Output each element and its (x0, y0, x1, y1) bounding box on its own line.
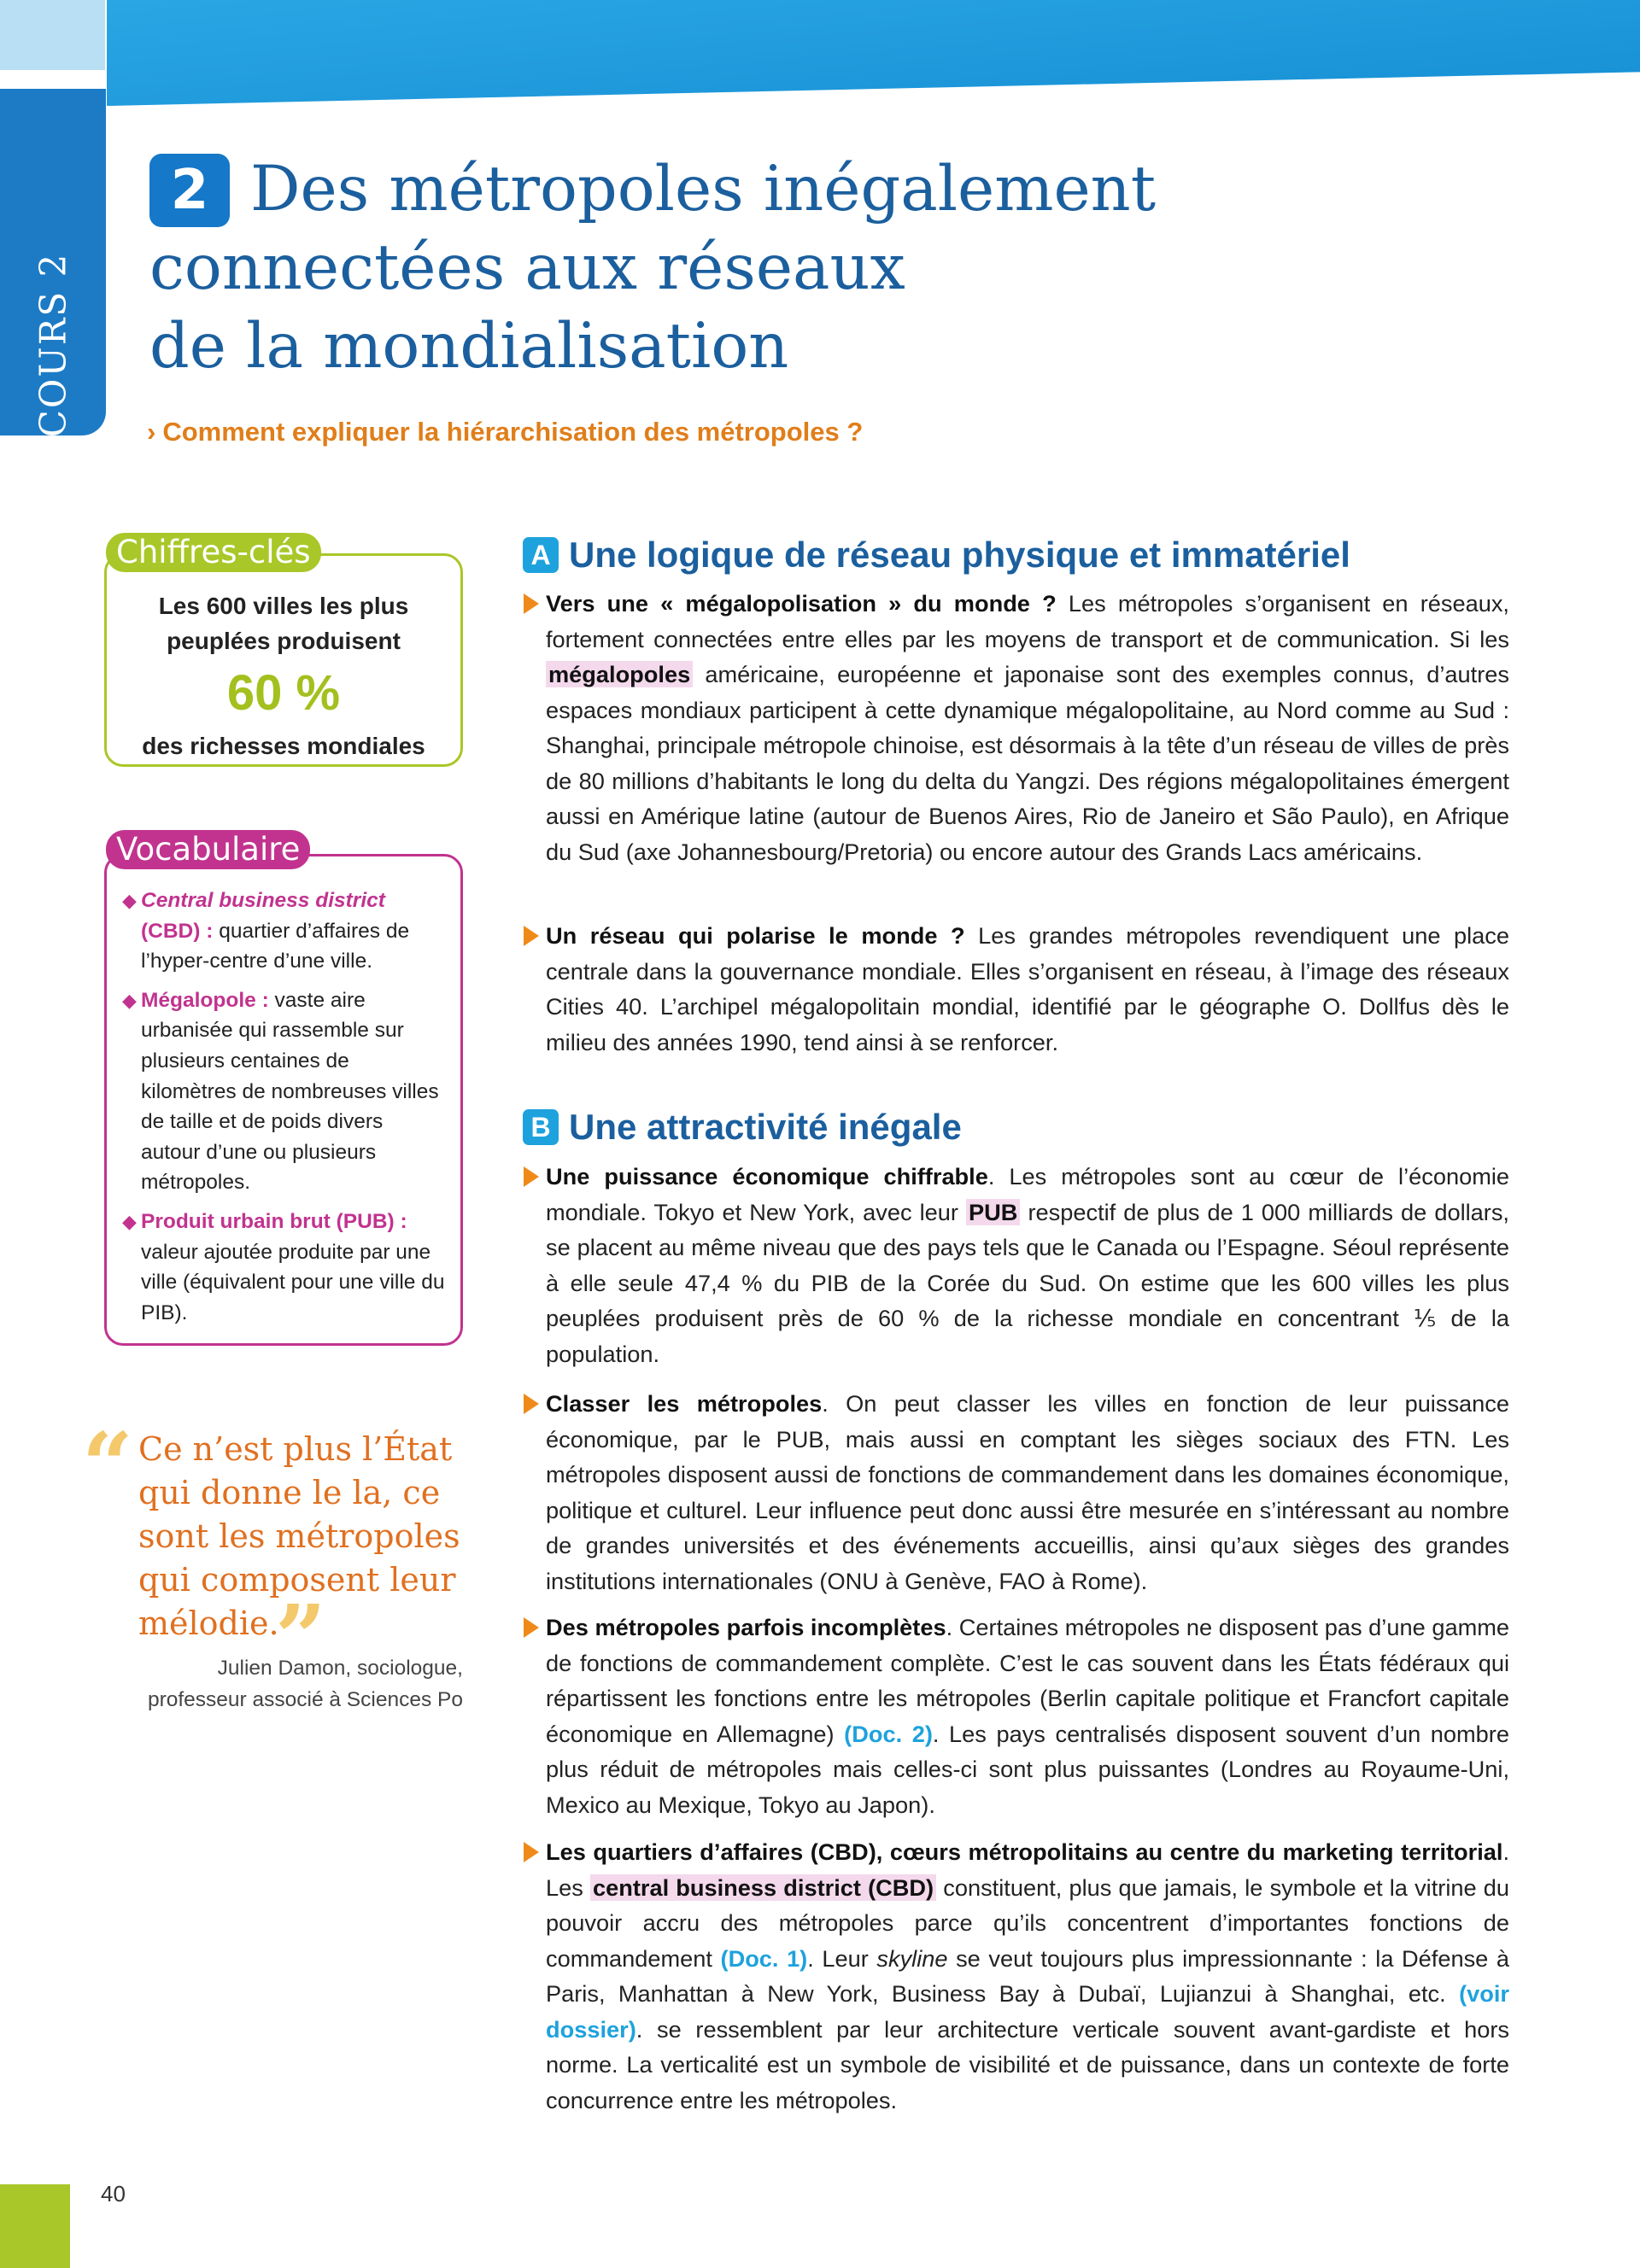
paragraph-text: . Les pays centralisés disposent souvent d’un nombre plus réduit de métropoles mais celles-ci sont plus puissantes (Londres au Royaume-Uni, Mexico au Mexique, Tokyo au Japon). (546, 1720, 1509, 1818)
paragraph-lead: Vers une « mégalopolisation » du monde ? (546, 590, 1057, 617)
arrow-bullet-icon (524, 926, 539, 946)
section-letter-badge: A (523, 537, 559, 573)
vocab-highlight: mégalopoles (546, 661, 693, 687)
paragraph-text: se veut toujours plus impressionnante : la Défense à Paris, Manhattan à New York, Business Bay à Dubaï, Lujianzui à Shanghai, etc. (546, 1944, 1510, 2007)
title-line-2: connectées aux réseaux (149, 231, 905, 304)
paragraph-text: américaine, européenne et japonaise sont des exemples connus, d’autres espaces mondiaux participent à cette dynamique mégalopolitaine, au Nord comme au Sud : Shanghai, principale métropole chinoise, est désormais à la tête d’un réseau de villes de près de 80 millions d’habitants le long du delta du Yangzi. Des régions mégalopolitaines émergent aussi en Amérique latine (autour de Buenos Aires, Rio de Janeiro et São Paulo), en Afrique du Sud (axe Johannesbourg/Pretoria) ou encore autour des Grands Lacs américains. (546, 661, 1509, 865)
paragraph (546, 1834, 1509, 2118)
quote-author-line-2: professeur associé à Sciences Po (147, 1688, 463, 1711)
paragraph (546, 586, 1509, 869)
close-quote-icon: ” (275, 1585, 326, 1690)
section-b-heading (523, 1107, 962, 1148)
arrow-bullet-icon (524, 1166, 539, 1187)
side-tab (0, 89, 106, 438)
quote-author-line-1: Julien Damon, sociologue, (217, 1657, 463, 1680)
key-figure-value: 60 % (226, 665, 341, 721)
paragraph-text: constituent, plus que jamais, le symbole et la vitrine du pouvoir accru des métropoles parce qu’ils concentrent d’importantes fonctions de commandement (546, 1873, 1509, 1972)
arrow-bullet-icon (524, 1842, 539, 1862)
paragraph (546, 1386, 1509, 1599)
vocabulary-box (104, 854, 463, 1346)
key-figures-box (104, 553, 463, 767)
paragraph-text: . Les (546, 1838, 1509, 1901)
title-line-1: Des métropoles inégalement (250, 153, 1157, 225)
guiding-question-text: Comment expliquer la hiérarchisation des métropoles ? (162, 417, 864, 447)
side-tab-label: COURS 2 (32, 252, 74, 438)
paragraph-lead: Une puissance économique chiffrable (546, 1163, 988, 1190)
doc-reference-link[interactable]: (Doc. 1) (720, 1944, 808, 1972)
dossier-reference-link[interactable]: (voir dossier) (546, 1980, 1509, 2043)
header-band (107, 0, 1640, 106)
key-figures-label: Chiffres-clés (106, 533, 321, 572)
paragraph-lead: Classer les métropoles (546, 1390, 823, 1417)
paragraph-text: . Leur (807, 1944, 877, 1972)
paragraph-text: . On peut classer les villes en fonction de leur puissance économique, par le PUB, mais aussi en comptant les sièges sociaux des FTN. Les métropoles disposent aussi de fonctions de commandement dans les domaines économique, politique et culturel. Leur influence peut donc aussi être mesurée en s’intéressant au nombre de grandes universités et des événements accueillis, ainsi qu’aux sièges des grandes institutions internationales (ONU à Genève, FAO à Rome). (546, 1390, 1509, 1594)
paragraph-lead: Les quartiers d’affaires (CBD), cœurs métropolitains au centre du marketing territorial (546, 1838, 1503, 1865)
page-number-bar (0, 2184, 70, 2268)
vocab-item (122, 886, 445, 977)
vocab-definition: valeur ajoutée produite par une ville (équivalent pour une ville du PIB). (141, 1240, 445, 1324)
paragraph (546, 1610, 1509, 1822)
paragraph-text: . Certaines métropoles ne disposent pas d’une gamme de fonctions de commandement complète. C’est le cas souvent dans les États fédéraux qui répartissent les fonctions entre les métropoles (Berlin capitale politique et Francfort capitale économique en Allemagne) (546, 1614, 1509, 1747)
section-title: Une logique de réseau physique et immatériel (569, 535, 1350, 575)
section-a-heading (523, 535, 1350, 576)
diamond-bullet-icon: ◆ (122, 1210, 137, 1232)
vocabulary-label: Vocabulaire (106, 830, 310, 869)
section-letter-badge: B (523, 1109, 559, 1145)
quote-body: Ce n’est plus l’État qui donne le la, ce sont les métropoles qui composent leur mélodie. (138, 1430, 460, 1642)
chapter-number-badge: 2 (149, 154, 230, 227)
paragraph-emphasis: skyline (876, 1944, 948, 1972)
vocab-definition: quartier d’affaires de l’hyper-centre d’une ville. (141, 919, 410, 973)
paragraph (546, 1159, 1509, 1371)
page-title (149, 150, 1431, 386)
vocab-highlight: PUB (966, 1199, 1020, 1225)
open-quote-icon: “ (82, 1412, 133, 1517)
key-figure-line-3: des richesses mondiales (142, 733, 425, 759)
arrow-bullet-icon (524, 593, 539, 614)
title-line-3: de la mondialisation (149, 310, 789, 383)
header-corner (0, 0, 105, 70)
vocab-term-italic: Central business district (141, 889, 385, 912)
paragraph-text: Les grandes métropoles revendiquent une place centrale dans la gouvernance mondiale. Elles s’organisent en réseau, à l’image des réseaux Cities 40. L’archipel mégalopolitain mondial, identifié par le géographe O. Dollfus dès le milieu des années 1990, tend ainsi à se renforcer. (546, 922, 1509, 1055)
arrow-bullet-icon (524, 1394, 539, 1414)
paragraph (546, 918, 1509, 1060)
chevron-right-icon: › (147, 417, 156, 447)
vocab-item (122, 1207, 445, 1328)
key-figure-line-1: Les 600 villes les plus (158, 593, 409, 619)
vocab-highlight: central business district (CBD) (590, 1874, 936, 1901)
paragraph-lead: Un réseau qui polarise le monde ? (546, 922, 965, 949)
vocab-item (122, 985, 445, 1198)
arrow-bullet-icon (524, 1617, 539, 1638)
paragraph-text: . se ressemblent par leur architecture verticale souvent avant-gardiste et hors norme. La verticalité est un symbole de visibilité et de puissance, dans un contexte de forte concurrence entre les métropoles. (546, 2015, 1509, 2113)
diamond-bullet-icon: ◆ (122, 989, 137, 1011)
doc-reference-link[interactable]: (Doc. 2) (844, 1720, 933, 1747)
diamond-bullet-icon: ◆ (122, 890, 137, 911)
vocab-term: (CBD) : (141, 919, 214, 943)
guiding-question (147, 417, 863, 447)
page-number: 40 (101, 2181, 126, 2207)
vocab-term: Mégalopole : (141, 988, 269, 1012)
paragraph-lead: Des métropoles parfois incomplètes (546, 1614, 946, 1640)
vocab-term: Produit urbain brut (PUB) : (141, 1209, 407, 1233)
paragraph-text: Les métropoles s’organisent en réseaux, fortement connectées entre elles par les moyens de transport et de communication. Si les (546, 590, 1509, 652)
key-figure-line-2: peuplées produisent (167, 628, 401, 654)
section-title: Une attractivité inégale (569, 1107, 962, 1147)
quote-author (120, 1652, 463, 1716)
vocab-definition: vaste aire urbanisée qui rassemble sur plusieurs centaines de kilomètres de nombreuses villes de taille et de poids divers autour d’une ou plusieurs métropoles. (141, 988, 439, 1195)
paragraph-text: . Les métropoles sont au cœur de l’économie mondiale. Tokyo et New York, avec leur (546, 1163, 1509, 1225)
paragraph-text: respectif de plus de 1 000 milliards de dollars, se placent au même niveau que des pays tels que le Canada ou l’Espagne. Séoul représente à elle seule 47,4 % du PIB de la Corée du Sud. On estime que les 600 villes les plus peuplées produisent près de 60 % de la richesse mondiale en concentrant ⅕ de la population. (546, 1198, 1509, 1367)
